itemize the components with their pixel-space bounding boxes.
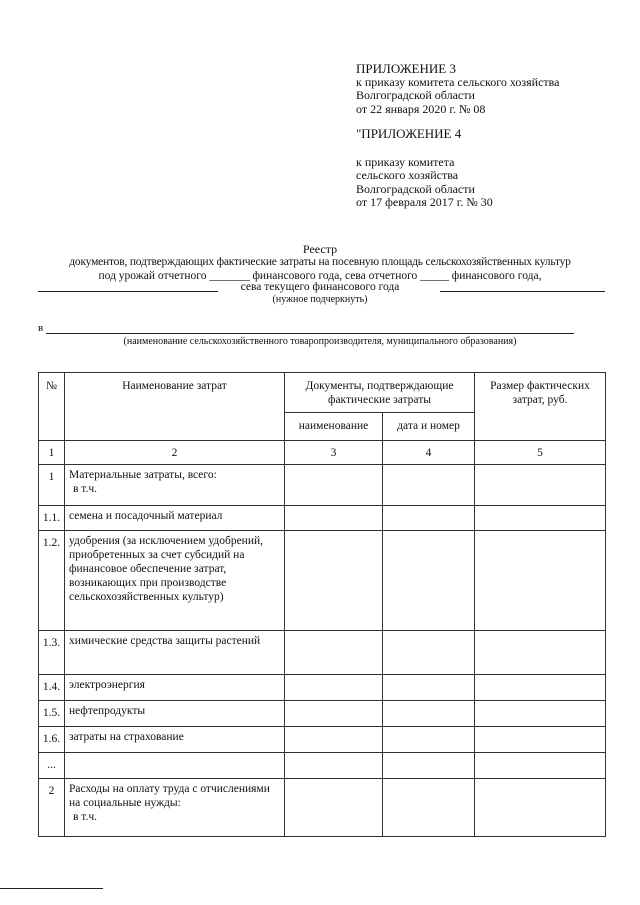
table-row (39, 701, 606, 727)
row-name (65, 465, 285, 506)
doc-name-cell[interactable] (285, 465, 383, 506)
column-number: 5 (475, 441, 606, 465)
appendix3-line2: Волгоградской области (356, 88, 475, 102)
row-number: 1.5. (39, 701, 65, 727)
appendix3-line1: к приказу комитета сельского хозяйства (356, 74, 560, 89)
table-row (39, 675, 606, 701)
amount-cell[interactable] (475, 701, 606, 727)
footnote-separator (0, 888, 103, 889)
row-number: 1.2. (39, 531, 65, 631)
prefix-v: в (38, 322, 44, 334)
subtitle-underline-right (440, 291, 605, 292)
header-name: Наименование затрат (65, 373, 285, 441)
doc-date-cell[interactable] (383, 506, 475, 531)
column-number: 2 (65, 441, 285, 465)
table-row (39, 779, 606, 837)
doc-name-cell[interactable] (285, 779, 383, 837)
doc-date-cell[interactable] (383, 727, 475, 753)
header-num: № (39, 373, 65, 441)
amount-cell[interactable] (475, 753, 606, 779)
table-row (39, 727, 606, 753)
appendix3-block (356, 62, 560, 116)
row-name: электроэнергия (65, 675, 285, 701)
amount-cell[interactable] (475, 465, 606, 506)
appendix4-line3: Волгоградской области (356, 181, 475, 196)
amount-cell[interactable] (475, 506, 606, 531)
row-name-main: Материальные затраты, всего: (69, 469, 217, 481)
row-name (65, 779, 285, 837)
row-name: химические средства защиты растений (65, 631, 285, 675)
column-number: 4 (383, 441, 475, 465)
header-docs-name: наименование (285, 413, 383, 441)
appendix4-title: "ПРИЛОЖЕНИЕ 4 (356, 126, 462, 141)
costs-register-table (38, 372, 606, 837)
doc-date-cell[interactable] (383, 465, 475, 506)
row-name-sub: в т.ч. (73, 483, 97, 495)
appendix3-title: ПРИЛОЖЕНИЕ 3 (356, 61, 456, 76)
row-number: 1.6. (39, 727, 65, 753)
doc-date-cell[interactable] (383, 631, 475, 675)
amount-cell[interactable] (475, 675, 606, 701)
doc-name-cell[interactable] (285, 701, 383, 727)
amount-cell[interactable] (475, 531, 606, 631)
amount-cell[interactable] (475, 631, 606, 675)
table-row (39, 465, 606, 506)
header-docs: Документы, подтверждающие фактические затраты (285, 373, 475, 413)
document-subtitle-3: сева текущего финансового года (240, 281, 400, 293)
doc-name-cell[interactable] (285, 753, 383, 779)
org-name-line (46, 333, 574, 334)
row-name: затраты на страхование (65, 727, 285, 753)
row-name (65, 753, 285, 779)
document-subtitle-2: под урожай отчетного _______ финансового года, сева отчетного _____ финансового года, (98, 270, 542, 282)
appendix4-line2: сельского хозяйства (356, 168, 459, 182)
doc-date-cell[interactable] (383, 675, 475, 701)
row-name: нефтепродукты (65, 701, 285, 727)
doc-name-cell[interactable] (285, 727, 383, 753)
document-heading: Реестр (302, 242, 338, 256)
document-subtitle-1: документов, подтверждающих фактические затраты на посевную площадь сельскохозяйственных культур (69, 256, 571, 268)
table-row (39, 753, 606, 779)
appendix4-block (356, 127, 493, 210)
row-name: удобрения (за исключением удобрений, приобретенных за счет субсидий на финансовое обеспечение затрат, возникающих при производстве сельскохозяйственных культур) (65, 531, 285, 631)
row-number: ... (39, 753, 65, 779)
doc-name-cell[interactable] (285, 631, 383, 675)
doc-date-cell[interactable] (383, 531, 475, 631)
header-size: Размер фактических затрат, руб. (475, 373, 606, 441)
doc-name-cell[interactable] (285, 506, 383, 531)
column-number: 1 (39, 441, 65, 465)
doc-date-cell[interactable] (383, 779, 475, 837)
doc-date-cell[interactable] (383, 753, 475, 779)
doc-name-cell[interactable] (285, 675, 383, 701)
amount-cell[interactable] (475, 779, 606, 837)
org-caption: (наименование сельскохозяйственного товаропроизводителя, муниципального образования) (123, 336, 517, 347)
underline-note: (нужное подчеркнуть) (272, 294, 368, 305)
table-row (39, 531, 606, 631)
appendix3-line3: от 22 января 2020 г. № 08 (356, 101, 486, 116)
row-number: 1.4. (39, 675, 65, 701)
table-row (39, 631, 606, 675)
row-name-main: Расходы на оплату труда с отчислениями на социальные нужды: (69, 783, 270, 809)
row-number: 1.1. (39, 506, 65, 531)
appendix4-line4: от 17 февраля 2017 г. № 30 (356, 195, 493, 209)
doc-date-cell[interactable] (383, 701, 475, 727)
appendix4-line1: к приказу комитета (356, 154, 455, 169)
header-docs-date: дата и номер (383, 413, 475, 441)
table-row (39, 506, 606, 531)
row-number: 2 (39, 779, 65, 837)
row-number: 1.3. (39, 631, 65, 675)
row-number: 1 (39, 465, 65, 506)
row-name-sub: в т.ч. (73, 811, 97, 823)
row-name: семена и посадочный материал (65, 506, 285, 531)
doc-name-cell[interactable] (285, 531, 383, 631)
column-number: 3 (285, 441, 383, 465)
amount-cell[interactable] (475, 727, 606, 753)
column-numbers-row (39, 441, 606, 465)
